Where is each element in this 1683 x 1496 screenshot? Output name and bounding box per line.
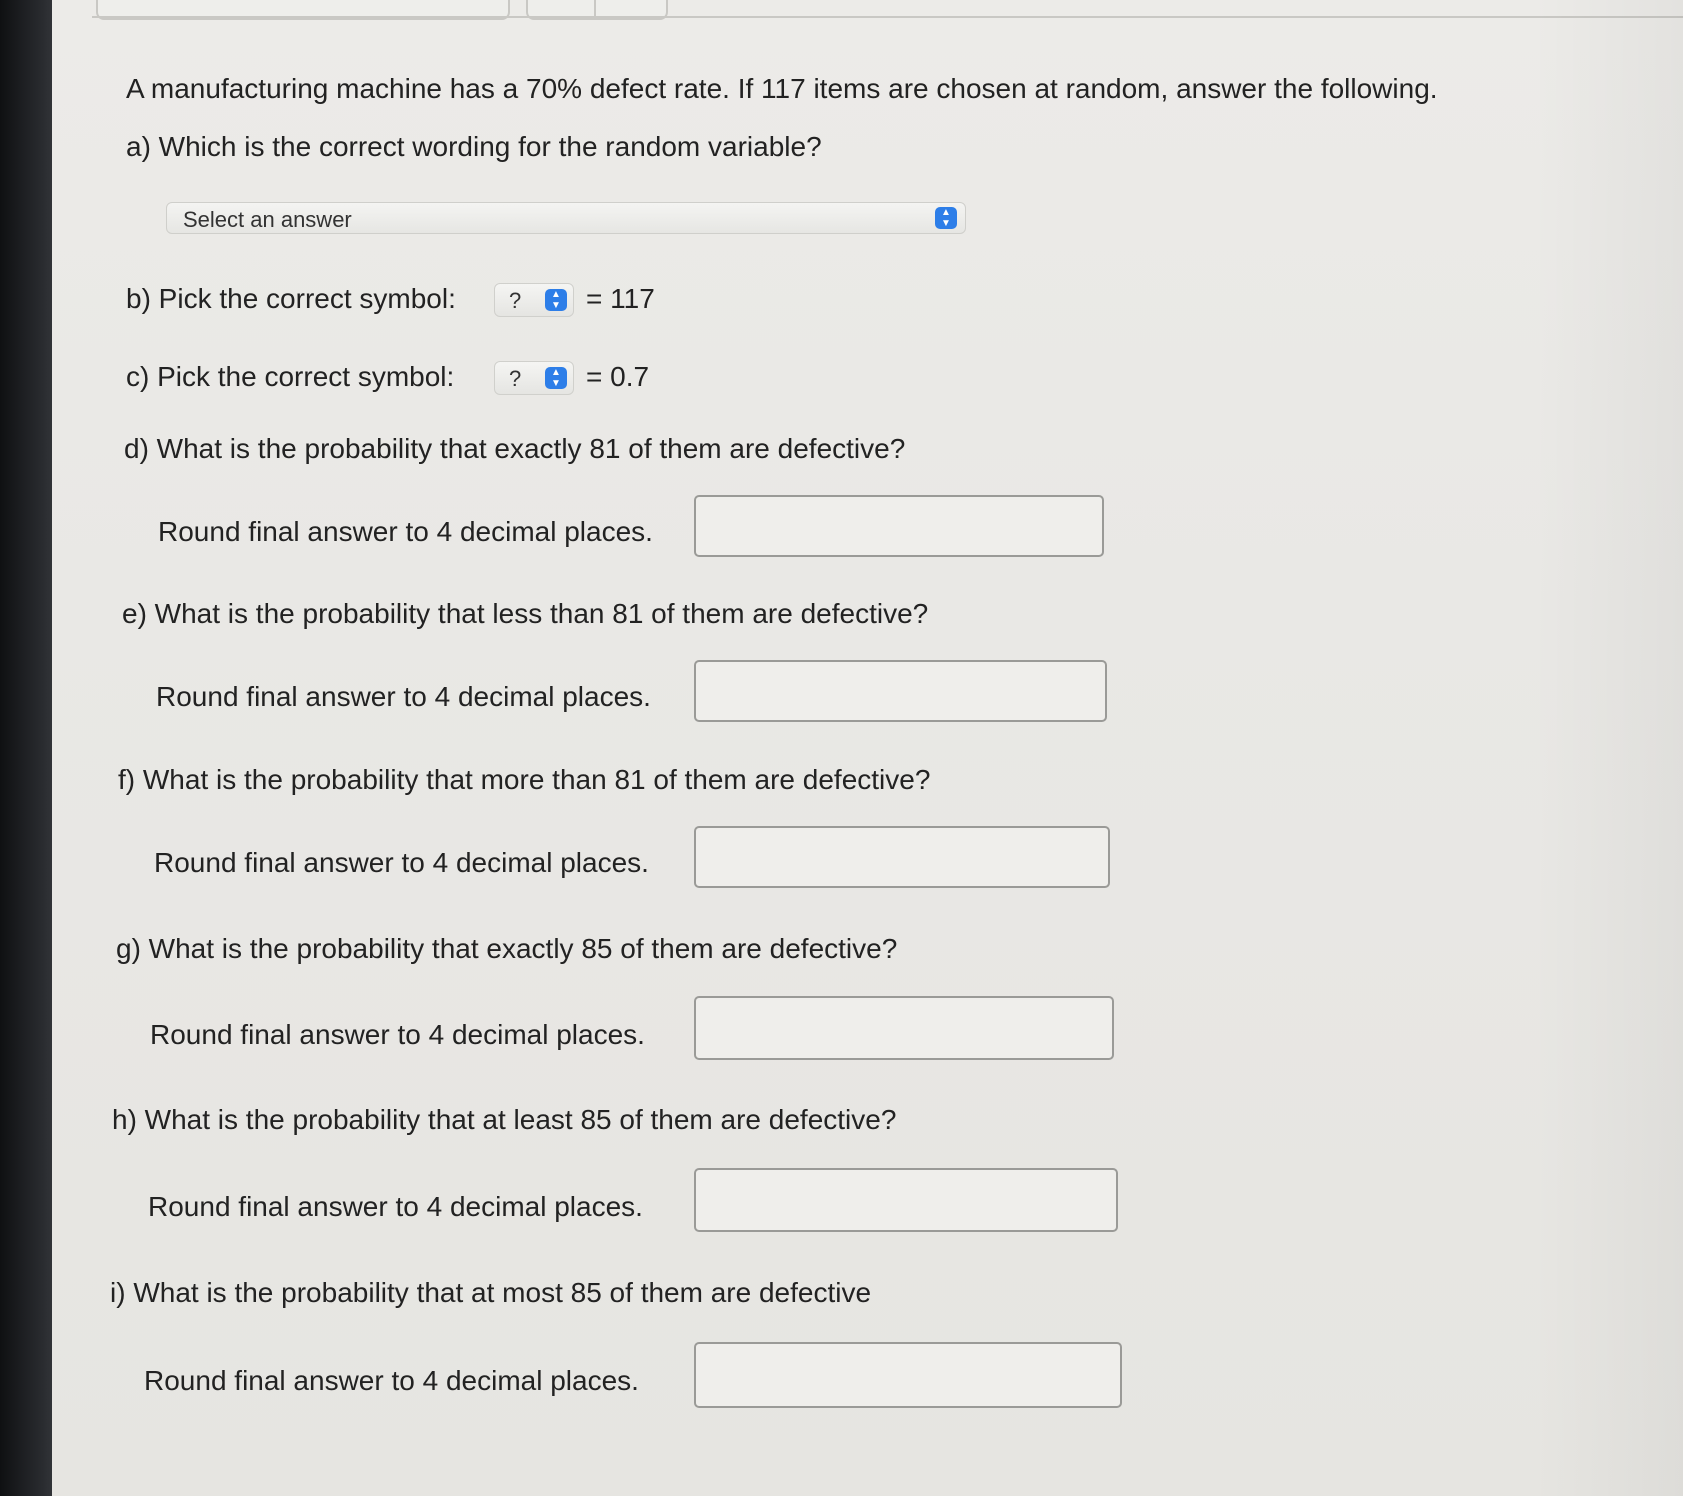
random-variable-select-value: Select an answer — [183, 207, 352, 232]
question-b: b) Pick the correct symbol: — [126, 283, 456, 314]
question-d: d) What is the probability that exactly 81 of them are defective? — [124, 433, 906, 464]
answer-input-f[interactable] — [694, 826, 1110, 888]
symbol-select-c-value: ? — [509, 366, 522, 391]
question-e: e) What is the probability that less than 81 of them are defective? — [122, 598, 929, 629]
round-instruction-d: Round final answer to 4 decimal places. — [158, 516, 653, 547]
round-instruction-e: Round final answer to 4 decimal places. — [156, 681, 651, 712]
round-instruction-g: Round final answer to 4 decimal places. — [150, 1019, 645, 1050]
answer-input-e[interactable] — [694, 660, 1107, 722]
symbol-select-b-value: ? — [509, 288, 522, 313]
answer-input-g[interactable] — [694, 996, 1114, 1060]
question-f: f) What is the probability that more than 81 of them are defective? — [118, 764, 931, 795]
answer-input-d[interactable] — [694, 495, 1104, 557]
answer-input-i[interactable] — [694, 1342, 1122, 1408]
select-stepper-icon: ▲ ▼ — [545, 289, 567, 311]
select-stepper-icon: ▲ ▼ — [545, 367, 567, 389]
symbol-select-b[interactable] — [494, 283, 574, 317]
top-divider — [92, 16, 1683, 18]
question-a: a) Which is the correct wording for the random variable? — [126, 131, 822, 162]
question-h: h) What is the probability that at least 85 of them are defective? — [112, 1104, 897, 1135]
equals-value-c: = 0.7 — [586, 361, 650, 392]
random-variable-select[interactable] — [166, 202, 966, 234]
round-instruction-f: Round final answer to 4 decimal places. — [154, 847, 649, 878]
select-stepper-icon: ▲ ▼ — [935, 207, 957, 229]
round-instruction-h: Round final answer to 4 decimal places. — [148, 1191, 643, 1222]
question-i: i) What is the probability that at most 85 of them are defective — [110, 1277, 872, 1308]
page-screen — [52, 0, 1683, 1496]
symbol-select-c[interactable] — [494, 361, 574, 395]
question-g: g) What is the probability that exactly 85 of them are defective? — [116, 933, 898, 964]
answer-input-h[interactable] — [694, 1168, 1118, 1232]
problem-statement: A manufacturing machine has a 70% defect rate. If 117 items are chosen at random, answer the following. — [126, 73, 1438, 104]
round-instruction-i: Round final answer to 4 decimal places. — [144, 1365, 639, 1396]
question-c: c) Pick the correct symbol: — [126, 361, 455, 392]
equals-value-b: = 117 — [586, 283, 655, 314]
